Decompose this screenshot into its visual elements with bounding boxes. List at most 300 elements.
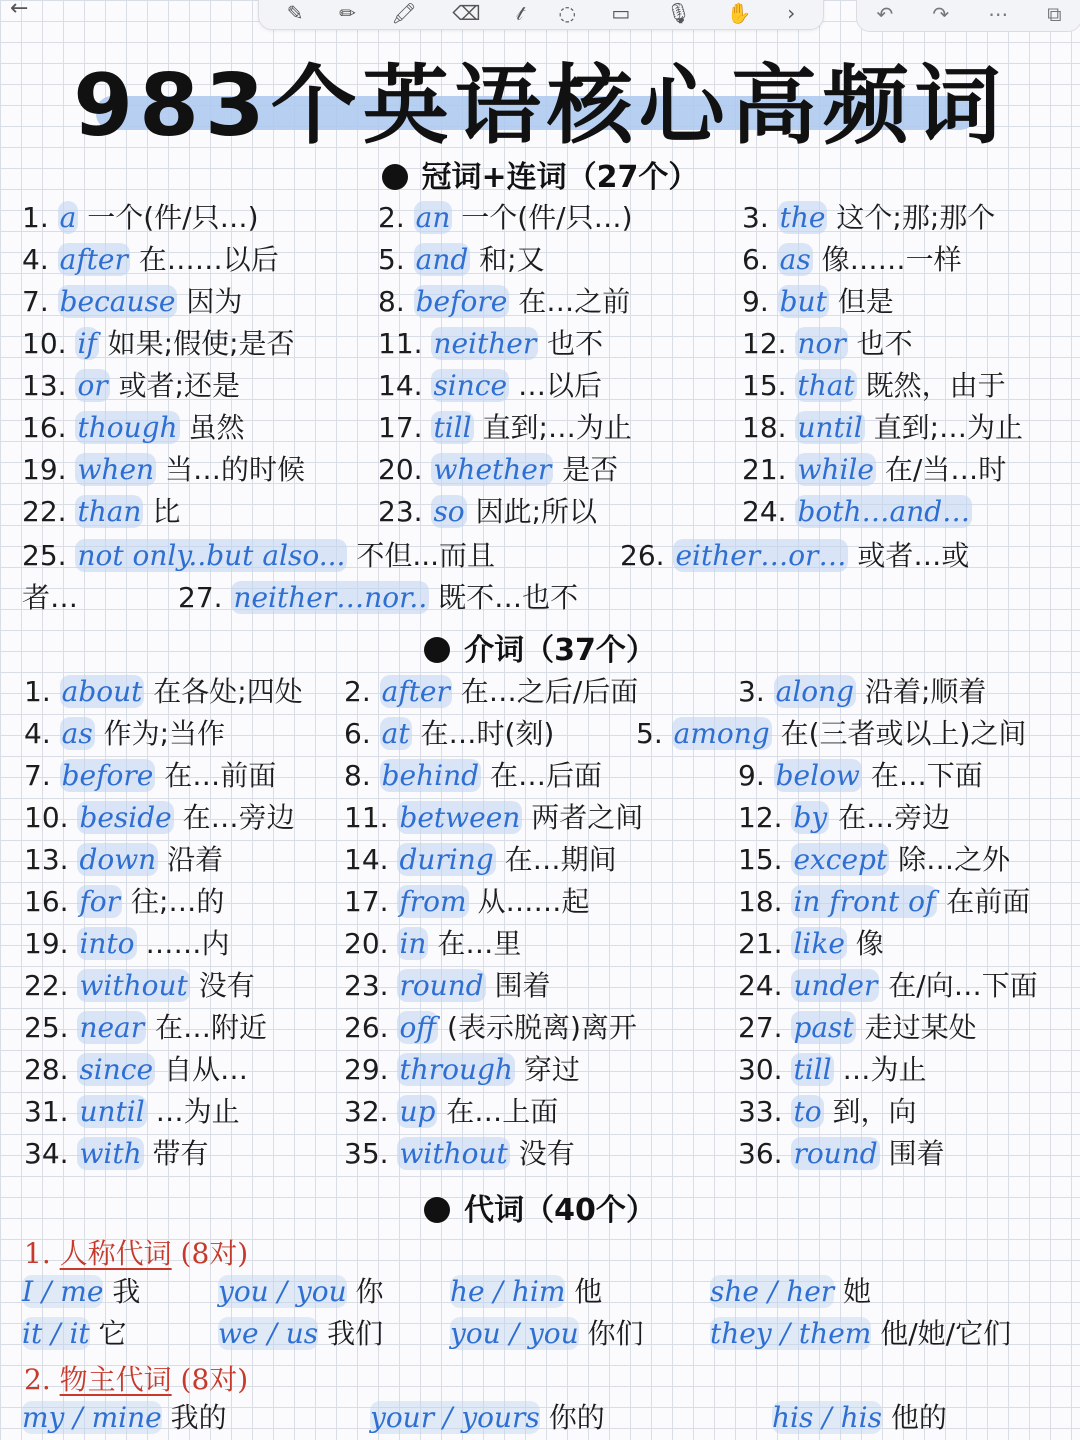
chinese-meaning: 在…旁边 [173, 801, 295, 834]
item-number: 7. [22, 285, 58, 318]
conjunction-item [378, 324, 603, 364]
item-number: 29. [344, 1053, 398, 1086]
english-pronoun: they / them [710, 1317, 872, 1350]
chinese-meaning: 往;…的 [122, 885, 225, 918]
english-word: without [399, 1137, 508, 1170]
conjunction-item [22, 198, 259, 238]
conjunction-item [22, 450, 305, 490]
drawing-tools-bar [258, 0, 824, 30]
preposition-item [24, 1134, 209, 1174]
english-word: like [793, 927, 845, 960]
chinese-meaning: 是否 [553, 453, 619, 486]
english-word: past [793, 1011, 854, 1044]
chinese-meaning: 但是 [828, 285, 894, 318]
chinese-meaning: 者… [22, 581, 79, 614]
conjunction-item [742, 450, 1006, 490]
english-pronoun: you / you [218, 1275, 347, 1308]
english-word: about [61, 675, 143, 708]
chinese-meaning: 在…时(刻) [411, 717, 555, 750]
conjunction-item [22, 240, 279, 280]
english-word: with [79, 1137, 142, 1170]
english-word: to [793, 1095, 822, 1128]
item-number: 21. [742, 453, 796, 486]
item-number: 21. [738, 927, 792, 960]
item-number: 26. [344, 1011, 398, 1044]
preposition-item [24, 924, 229, 964]
item-number: 32. [344, 1095, 398, 1128]
conjunction-item [742, 282, 894, 322]
chinese-meaning: 在……以后 [129, 243, 279, 276]
chinese-meaning: 在/当…时 [875, 453, 1007, 486]
chinese-meaning: …为止 [146, 1095, 240, 1128]
english-word: as [779, 243, 811, 276]
edit-actions-bar [856, 0, 1080, 32]
item-number: 15. [742, 369, 796, 402]
conjunction-item [22, 282, 242, 322]
pronoun-pair [22, 1398, 227, 1438]
english-word: before [61, 759, 154, 792]
english-word: up [399, 1095, 436, 1128]
chinese-meaning: 他/她/它们 [871, 1317, 1012, 1350]
chinese-meaning: 像 [846, 927, 884, 960]
item-number: 36. [738, 1137, 792, 1170]
english-pronoun: your / yours [370, 1401, 540, 1434]
hand-tool-icon[interactable]: ✋ [726, 1, 752, 25]
chinese-meaning: 直到;…为止 [864, 411, 1024, 444]
conjunction-item [378, 240, 545, 280]
item-number: 3. [738, 675, 774, 708]
chinese-meaning: 在…旁边 [829, 801, 951, 834]
english-word: during [399, 843, 494, 876]
item-number: 18. [738, 885, 792, 918]
pages-icon[interactable]: ⧉ [1047, 2, 1062, 26]
chinese-meaning: 也不 [538, 327, 604, 360]
english-word: until [79, 1095, 145, 1128]
chinese-meaning: 没有 [509, 1137, 575, 1170]
item-number: 9. [742, 285, 778, 318]
eraser-tool-icon[interactable]: ⌫ [452, 1, 481, 25]
chinese-meaning: 这个;那;那个 [827, 201, 996, 234]
english-word: till [433, 411, 472, 444]
english-word: under [793, 969, 878, 1002]
conjunction-item [742, 324, 913, 364]
conjunction-item [378, 408, 632, 448]
chinese-meaning: 除…之外 [889, 843, 1011, 876]
chinese-meaning: 在(三者或以上)之间 [771, 717, 1027, 750]
preposition-item [24, 840, 223, 880]
chinese-meaning: 虽然 [179, 411, 245, 444]
item-number: 12. [738, 801, 792, 834]
english-word: than [77, 495, 142, 528]
item-number: 2. [344, 675, 380, 708]
chinese-meaning: 在…上面 [437, 1095, 559, 1128]
english-word: neither…nor.. [233, 581, 428, 614]
item-number: 2. [378, 201, 414, 234]
item-number: 8. [344, 759, 380, 792]
item-number: 24. [742, 495, 796, 528]
english-word: or [77, 369, 108, 402]
item-number: 13. [22, 369, 76, 402]
more-icon[interactable]: ⋯ [988, 2, 1009, 26]
back-arrow-icon[interactable]: ← [10, 0, 29, 21]
english-word: till [793, 1053, 832, 1086]
item-number: 14. [344, 843, 398, 876]
pronoun-pair [370, 1398, 605, 1438]
chinese-meaning: 不但...而且 [347, 539, 496, 572]
item-number: 20. [378, 453, 432, 486]
pronoun-pair [450, 1314, 644, 1354]
section-heading-conjunctions: 冠词+连词（27个） [0, 152, 1080, 196]
english-word: into [79, 927, 135, 960]
conjunction-item [742, 366, 1006, 406]
item-number: 25. [22, 539, 76, 572]
top-toolbar [0, 0, 1080, 34]
item-number: 17. [344, 885, 398, 918]
item-number: 27. [738, 1011, 792, 1044]
chinese-meaning: 比 [143, 495, 181, 528]
item-number: 17. [378, 411, 432, 444]
conjunction-item [22, 492, 180, 532]
chinese-meaning: 沿着 [158, 843, 224, 876]
chinese-meaning: 直到;…为止 [473, 411, 632, 444]
preposition-item [738, 1050, 926, 1090]
chinese-meaning: 没有 [189, 969, 255, 1002]
chinese-meaning: 在…里 [428, 927, 522, 960]
conjunction-item [742, 408, 1023, 448]
mic-tool-icon[interactable]: 🎙 [665, 1, 692, 25]
item-number: 26. [620, 539, 674, 572]
item-number: 1. [22, 201, 58, 234]
chinese-meaning: 既然，由于 [856, 369, 1006, 402]
preposition-item [636, 714, 1026, 754]
english-word: round [793, 1137, 878, 1170]
chinese-meaning: 你们 [578, 1317, 644, 1350]
item-number: 16. [22, 411, 76, 444]
chinese-meaning: 在/向…下面 [879, 969, 1038, 1002]
chinese-meaning: 和;又 [470, 243, 545, 276]
english-word: beside [79, 801, 172, 834]
chinese-meaning: 围着 [879, 1137, 945, 1170]
pen-tool-icon[interactable]: ✎ [286, 1, 304, 25]
english-pronoun: it / it [22, 1317, 90, 1350]
english-word: and [415, 243, 469, 276]
item-number: 10. [24, 801, 78, 834]
item-number: 14. [378, 369, 432, 402]
chinese-meaning: (表示脱离)离开 [438, 1011, 637, 1044]
english-word: down [79, 843, 157, 876]
english-word: not only..but also... [77, 539, 346, 572]
preposition-item [344, 756, 602, 796]
english-word: if [77, 327, 97, 360]
pronoun-pair [22, 1272, 140, 1312]
english-word: an [415, 201, 451, 234]
item-number: 9. [738, 759, 774, 792]
preposition-item [738, 756, 983, 796]
chinese-meaning: 也不 [847, 327, 913, 360]
english-pronoun: she / her [710, 1275, 835, 1308]
chinese-meaning: 当…的时候 [156, 453, 305, 486]
preposition-item [344, 924, 521, 964]
english-word: whether [433, 453, 552, 486]
preposition-item [24, 966, 255, 1006]
bullet-dot-icon [424, 1197, 450, 1223]
english-word: through [399, 1053, 513, 1086]
item-number: 12. [742, 327, 796, 360]
chinese-meaning: 穿过 [514, 1053, 580, 1086]
item-number: 19. [24, 927, 78, 960]
chinese-meaning: ……内 [136, 927, 230, 960]
conjunction-item [378, 198, 633, 238]
preposition-item [738, 798, 950, 838]
conjunction-item [378, 450, 618, 490]
conjunction-item [178, 578, 578, 618]
chinese-meaning: 在前面 [937, 885, 1031, 918]
chinese-meaning: 从……起 [468, 885, 590, 918]
preposition-item [344, 882, 590, 922]
pronoun-pair [450, 1272, 602, 1312]
item-number: 31. [24, 1095, 78, 1128]
conjunction-item [22, 536, 495, 576]
english-pronoun: we / us [218, 1317, 319, 1350]
chinese-meaning: 一个(件/只…) [452, 201, 633, 234]
item-number: 28. [24, 1053, 78, 1086]
preposition-item [24, 756, 276, 796]
chinese-meaning: 在…前面 [155, 759, 277, 792]
english-word: along [775, 675, 855, 708]
conjunction-item [22, 324, 295, 364]
item-number: 5. [378, 243, 414, 276]
item-number: 23. [344, 969, 398, 1002]
chinese-meaning: 或者;还是 [109, 369, 241, 402]
preposition-item [738, 882, 1030, 922]
chinese-meaning: 你 [346, 1275, 384, 1308]
pronoun-pair [218, 1272, 384, 1312]
item-number: 15. [738, 843, 792, 876]
english-word: below [775, 759, 860, 792]
item-number: 33. [738, 1095, 792, 1128]
english-word: a [59, 201, 77, 234]
english-pronoun: I / me [22, 1275, 104, 1308]
english-word: after [381, 675, 450, 708]
english-pronoun: his / his [772, 1401, 882, 1434]
item-number: 20. [344, 927, 398, 960]
chinese-meaning: 或者…或 [848, 539, 970, 572]
chinese-meaning: …为止 [833, 1053, 927, 1086]
english-word: that [797, 369, 855, 402]
chinese-meaning: …以后 [509, 369, 602, 402]
pronoun-pair [218, 1314, 383, 1354]
item-number: 1. [24, 675, 60, 708]
english-word: off [399, 1011, 437, 1044]
highlighter-tool-icon[interactable]: 🖍 [391, 1, 417, 25]
english-word: because [59, 285, 176, 318]
chinese-meaning: 既不…也不 [429, 581, 579, 614]
preposition-item [738, 1134, 945, 1174]
preposition-item [738, 1092, 916, 1132]
preposition-item [738, 840, 1010, 880]
chinese-meaning: 在各处;四处 [144, 675, 303, 708]
english-word: behind [381, 759, 480, 792]
chinese-meaning: 到，向 [823, 1095, 917, 1128]
conjunction-item [378, 282, 630, 322]
preposition-item [344, 798, 643, 838]
item-number: 4. [24, 717, 60, 750]
preposition-item [344, 1008, 637, 1048]
english-word: either…or… [675, 539, 847, 572]
preposition-item [344, 714, 554, 754]
undo-icon[interactable]: ↶ [876, 2, 894, 26]
preposition-item [344, 1134, 575, 1174]
item-number: 22. [22, 495, 76, 528]
item-number: 11. [378, 327, 432, 360]
item-number: 6. [742, 243, 778, 276]
chinese-meaning: 在…之后/后面 [451, 675, 639, 708]
item-number: 24. [738, 969, 792, 1002]
item-number: 7. [24, 759, 60, 792]
preposition-item [344, 966, 551, 1006]
chinese-meaning: 在…附近 [146, 1011, 268, 1044]
item-number: 30. [738, 1053, 792, 1086]
chinese-meaning: 因为 [177, 285, 243, 318]
item-number: 5. [636, 717, 672, 750]
preposition-item [344, 840, 617, 880]
pencil-tool-icon[interactable]: ✏ [339, 1, 356, 25]
chinese-meaning: 他的 [881, 1401, 947, 1434]
preposition-item [738, 1008, 977, 1048]
chinese-meaning: 我 [103, 1275, 141, 1308]
chinese-meaning: 在…下面 [861, 759, 983, 792]
preposition-item [738, 924, 884, 964]
chinese-meaning: 围着 [485, 969, 551, 1002]
chinese-meaning: 如果;假使;是否 [98, 327, 295, 360]
chinese-meaning: 你的 [539, 1401, 605, 1434]
english-word: though [77, 411, 178, 444]
english-word: but [779, 285, 827, 318]
image-tool-icon[interactable]: ▭ [611, 1, 631, 25]
english-word: before [415, 285, 508, 318]
chinese-meaning: 它 [89, 1317, 127, 1350]
english-pronoun: my / mine [22, 1401, 162, 1434]
lasso-tool-icon[interactable]: ◌ [558, 1, 576, 25]
chinese-meaning: 沿着;顺着 [856, 675, 987, 708]
english-word: while [797, 453, 874, 486]
item-number: 13. [24, 843, 78, 876]
chinese-meaning: 自从… [155, 1053, 248, 1086]
conjunction-item [742, 198, 995, 238]
item-number: 18. [742, 411, 796, 444]
section-heading-pronouns: 代词（40个） [0, 1185, 1080, 1229]
section-heading-prepositions: 介词（37个） [0, 625, 1080, 669]
subheading-personal-pronouns: 1. 人称代词 (8对) [24, 1237, 249, 1270]
preposition-item [344, 672, 638, 712]
preposition-item [344, 1050, 580, 1090]
pronoun-pair [772, 1398, 947, 1438]
english-word: at [381, 717, 410, 750]
bullet-dot-icon [382, 164, 408, 190]
item-number: 3. [742, 201, 778, 234]
conjunction-item [378, 366, 602, 406]
redo-icon[interactable]: ↷ [932, 2, 950, 26]
text-tool-icon[interactable]: 𝓉 [516, 1, 523, 25]
english-word: when [77, 453, 155, 486]
english-word: as [61, 717, 93, 750]
chinese-meaning: 她 [834, 1275, 872, 1308]
item-number: 25. [24, 1011, 78, 1044]
english-word: for [79, 885, 121, 918]
chinese-meaning: 在…期间 [495, 843, 617, 876]
english-word: except [793, 843, 888, 876]
pronoun-pair [22, 1314, 127, 1354]
preposition-item [24, 1050, 248, 1090]
item-number: 35. [344, 1137, 398, 1170]
item-number: 6. [344, 717, 380, 750]
english-word: both…and… [797, 495, 971, 528]
chinese-meaning: 两者之间 [522, 801, 644, 834]
item-number: 22. [24, 969, 78, 1002]
english-pronoun: he / him [450, 1275, 566, 1308]
chinese-meaning: 在…之前 [509, 285, 631, 318]
chinese-meaning: 作为;当作 [94, 717, 226, 750]
preposition-item [24, 672, 303, 712]
title-block [0, 30, 1080, 156]
chinese-meaning: 在…后面 [481, 759, 602, 792]
pronoun-pair [710, 1272, 871, 1312]
preposition-item [24, 714, 225, 754]
item-number: 19. [22, 453, 76, 486]
english-word: so [433, 495, 465, 528]
english-word: among [673, 717, 770, 750]
item-number: 16. [24, 885, 78, 918]
chinese-meaning: 我们 [318, 1317, 384, 1350]
item-number: 10. [22, 327, 76, 360]
preposition-item [344, 1092, 558, 1132]
chinese-meaning: 走过某处 [855, 1011, 977, 1044]
preposition-item [24, 798, 295, 838]
conjunction-item [742, 492, 972, 532]
english-word: since [79, 1053, 154, 1086]
english-word: since [433, 369, 508, 402]
conjunction-item [742, 240, 962, 280]
conjunction-item [378, 492, 597, 532]
bullet-dot-icon [424, 637, 450, 663]
english-word: from [399, 885, 467, 918]
pronoun-pair [710, 1314, 1011, 1354]
conjunction-item [22, 578, 78, 618]
conjunction-item [22, 366, 240, 406]
item-number: 27. [178, 581, 232, 614]
english-word: nor [797, 327, 846, 360]
english-word: after [59, 243, 128, 276]
item-number: 4. [22, 243, 58, 276]
chinese-meaning: 像……一样 [812, 243, 962, 276]
english-word: between [399, 801, 521, 834]
subheading-possessive-pronouns: 2. 物主代词 (8对) [24, 1363, 249, 1396]
english-word: by [793, 801, 828, 834]
english-word: near [79, 1011, 145, 1044]
item-number: 8. [378, 285, 414, 318]
english-word: the [779, 201, 826, 234]
english-word: in [399, 927, 427, 960]
page-title: 983个英语核心高频词 [73, 56, 1007, 156]
english-pronoun: you / you [450, 1317, 579, 1350]
chevron-right-icon[interactable]: › [787, 1, 796, 25]
chinese-meaning: 我的 [161, 1401, 227, 1434]
english-word: neither [433, 327, 537, 360]
english-word: round [399, 969, 484, 1002]
preposition-item [24, 1008, 267, 1048]
chinese-meaning: 因此;所以 [466, 495, 598, 528]
chinese-meaning: 他 [565, 1275, 603, 1308]
